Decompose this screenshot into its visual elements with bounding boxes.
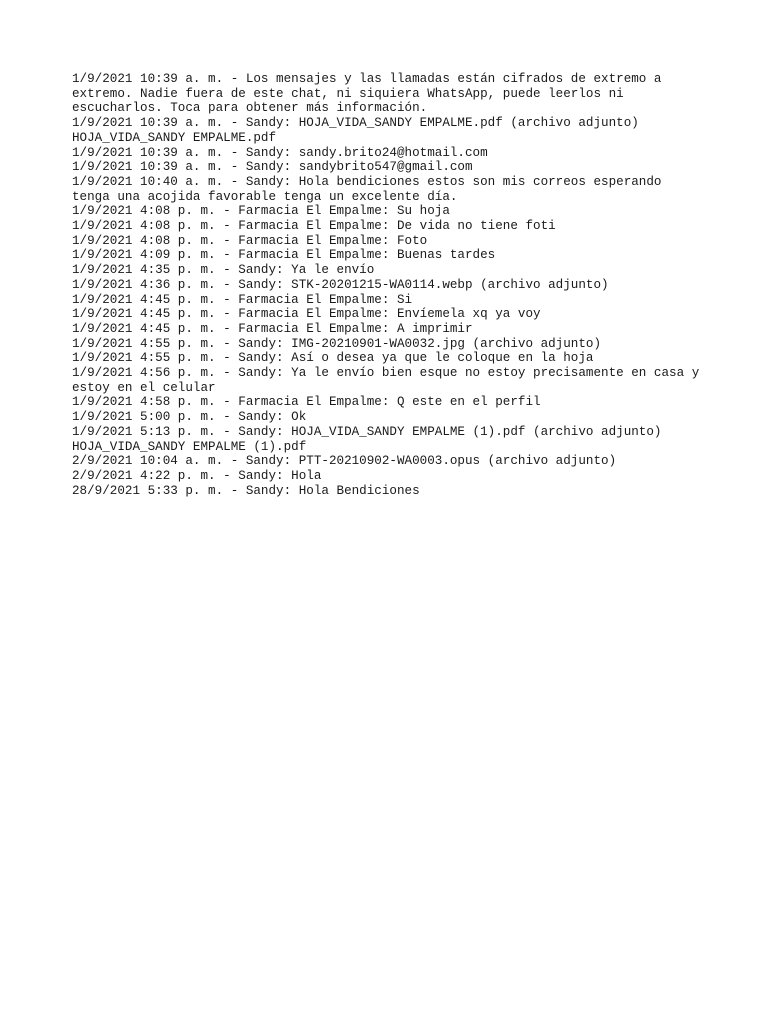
chat-line: 1/9/2021 4:45 p. m. - Farmacia El Empalme: A imprimir bbox=[72, 321, 473, 336]
chat-line: 1/9/2021 4:08 p. m. - Farmacia El Empalme: Foto bbox=[72, 233, 428, 248]
chat-line: 1/9/2021 4:58 p. m. - Farmacia El Empalme: Q este en el perfil bbox=[72, 395, 541, 410]
chat-line: 1/9/2021 10:39 a. m. - Sandy: sandybrito547@gmail.com bbox=[72, 160, 473, 175]
chat-line: 1/9/2021 4:45 p. m. - Farmacia El Empalme: Envíemela xq ya voy bbox=[72, 307, 541, 322]
chat-line: HOJA_VIDA_SANDY EMPALME (1).pdf bbox=[72, 439, 307, 454]
chat-line: 1/9/2021 10:39 a. m. - Sandy: HOJA_VIDA_SANDY EMPALME.pdf (archivo adjunto) bbox=[72, 116, 639, 131]
chat-line: 2/9/2021 4:22 p. m. - Sandy: Hola bbox=[72, 468, 322, 483]
chat-line: 2/9/2021 10:04 a. m. - Sandy: PTT-20210902-WA0003.opus (archivo adjunto) bbox=[72, 454, 617, 469]
chat-line: 1/9/2021 4:45 p. m. - Farmacia El Empalme: Si bbox=[72, 292, 413, 307]
chat-line: 1/9/2021 5:00 p. m. - Sandy: Ok bbox=[72, 410, 307, 425]
chat-line: 1/9/2021 4:09 p. m. - Farmacia El Empalme: Buenas tardes bbox=[72, 248, 496, 263]
chat-log-text bbox=[72, 72, 708, 498]
chat-line: 1/9/2021 4:08 p. m. - Farmacia El Empalme: De vida no tiene foti bbox=[72, 219, 556, 234]
chat-line: HOJA_VIDA_SANDY EMPALME.pdf bbox=[72, 130, 277, 145]
chat-line: escucharlos. Toca para obtener más información. bbox=[72, 101, 428, 116]
chat-line: 1/9/2021 4:36 p. m. - Sandy: STK-20201215-WA0114.webp (archivo adjunto) bbox=[72, 277, 609, 292]
chat-line: 1/9/2021 4:55 p. m. - Sandy: Así o desea ya que le coloque en la hoja bbox=[72, 351, 594, 366]
chat-line: 1/9/2021 4:55 p. m. - Sandy: IMG-20210901-WA0032.jpg (archivo adjunto) bbox=[72, 336, 602, 351]
chat-line: 1/9/2021 4:35 p. m. - Sandy: Ya le envío bbox=[72, 263, 375, 278]
chat-line: 1/9/2021 10:40 a. m. - Sandy: Hola bendiciones estos son mis correos esperando bbox=[72, 174, 662, 189]
chat-line: 28/9/2021 5:33 p. m. - Sandy: Hola Bendiciones bbox=[72, 483, 420, 498]
chat-line: extremo. Nadie fuera de este chat, ni siquiera WhatsApp, puede leerlos ni bbox=[72, 86, 624, 101]
chat-line: 1/9/2021 4:08 p. m. - Farmacia El Empalme: Su hoja bbox=[72, 204, 450, 219]
chat-line: estoy en el celular bbox=[72, 380, 216, 395]
chat-line: 1/9/2021 10:39 a. m. - Los mensajes y las llamadas están cifrados de extremo a bbox=[72, 72, 662, 86]
chat-line: 1/9/2021 4:56 p. m. - Sandy: Ya le envío bien esque no estoy precisamente en casa y bbox=[72, 366, 700, 381]
chat-line: 1/9/2021 10:39 a. m. - Sandy: sandy.brito24@hotmail.com bbox=[72, 145, 488, 160]
chat-line: 1/9/2021 5:13 p. m. - Sandy: HOJA_VIDA_SANDY EMPALME (1).pdf (archivo adjunto) bbox=[72, 424, 662, 439]
chat-line: tenga una acojida favorable tenga un excelente día. bbox=[72, 189, 458, 204]
